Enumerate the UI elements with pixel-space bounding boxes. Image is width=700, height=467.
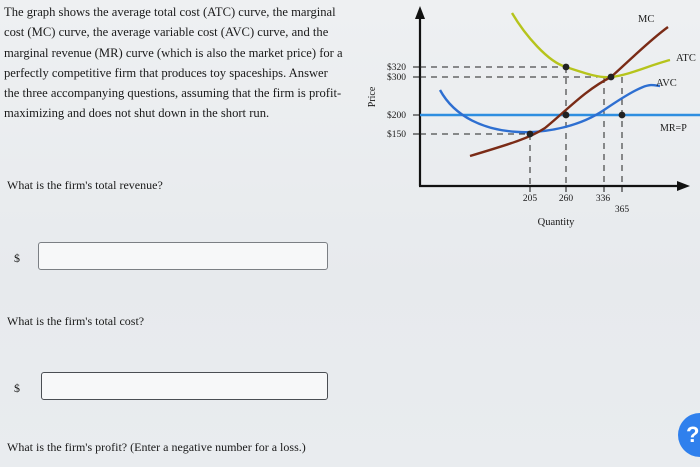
currency-symbol-1: $ bbox=[14, 251, 20, 265]
y-tick-300: $300 bbox=[387, 73, 406, 83]
y-tick-320: $320 bbox=[387, 63, 406, 73]
question-2-label: What is the firm's total cost? bbox=[7, 314, 145, 328]
point-260-320 bbox=[563, 64, 570, 71]
point-365-200 bbox=[619, 112, 626, 119]
currency-symbol-2: $ bbox=[14, 381, 20, 395]
x-tick-365: 365 bbox=[614, 205, 630, 215]
x-tick-260: 260 bbox=[558, 194, 574, 204]
x-axis-label: Quantity bbox=[537, 217, 575, 228]
question-1-label: What is the firm's total revenue? bbox=[7, 178, 163, 192]
y-axis-label: Price bbox=[367, 86, 378, 108]
point-205-150 bbox=[527, 131, 534, 138]
x-tick-205: 205 bbox=[522, 194, 538, 204]
mr-label: MR=P bbox=[660, 123, 687, 134]
chat-help-icon[interactable]: ? bbox=[678, 413, 700, 457]
mc-label: MC bbox=[638, 14, 655, 25]
total-revenue-input[interactable] bbox=[38, 242, 328, 270]
y-tick-150: $150 bbox=[387, 130, 406, 140]
point-260-200 bbox=[563, 112, 570, 119]
atc-label: ATC bbox=[676, 53, 696, 64]
x-tick-336: 336 bbox=[595, 194, 611, 204]
x-axis-arrow bbox=[677, 181, 690, 191]
question-3-label: What is the firm's profit? (Enter a negative number for a loss.) bbox=[7, 440, 306, 454]
mc-curve bbox=[470, 27, 668, 156]
total-cost-input[interactable] bbox=[41, 372, 328, 400]
point-336-300 bbox=[608, 74, 615, 81]
y-tick-200: $200 bbox=[387, 111, 406, 121]
avc-label: AVC bbox=[656, 78, 677, 89]
y-axis-arrow bbox=[415, 6, 425, 19]
question-intro: The graph shows the average total cost (ATC) curve, the marginal cost (MC) curve, the average variable cost (AVC) curve, and the marginal revenue (MR) curve (which is also the market price) for a perfectly competitive firm that produces toy spaceships. Answer the three accompanying questions, assuming that the firm is profit-maximizing and does not shut down in the short run. bbox=[4, 5, 343, 121]
